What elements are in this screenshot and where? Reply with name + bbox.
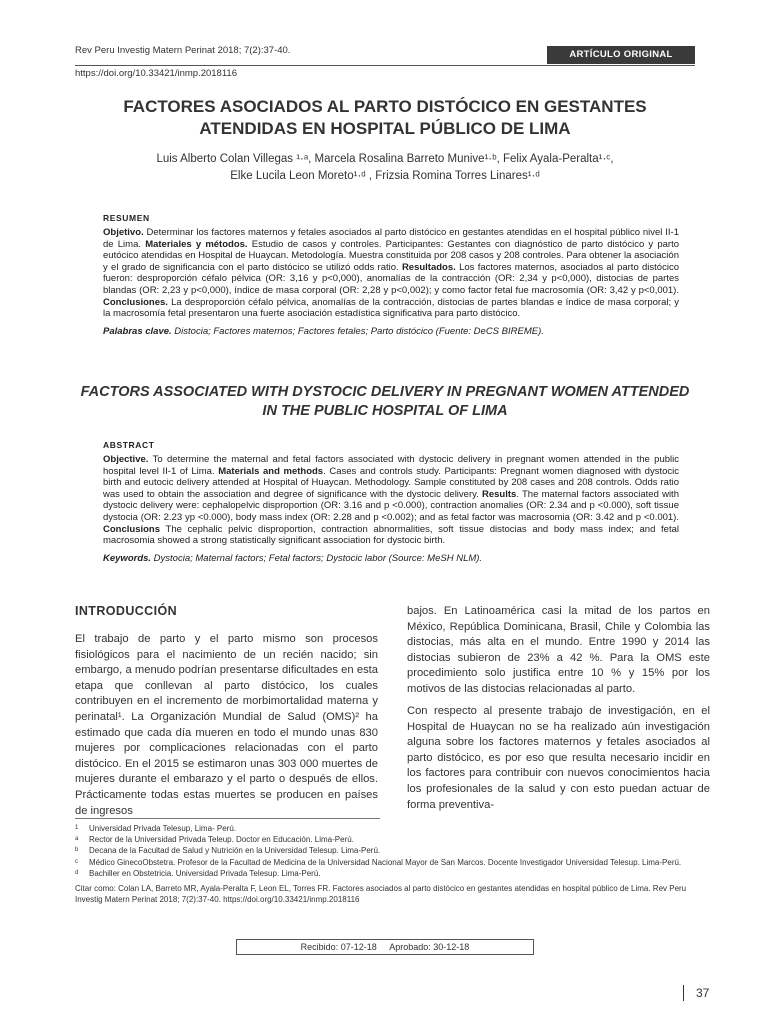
footnote: a Rector de la Universidad Privada Teleup. Doctor en Educación. Lima-Perú. [75, 835, 354, 845]
abstract-text [103, 454, 679, 547]
abstract-results: . The maternal factors associated with dystocic delivery were: cephalopelvic disproportion (OR: 3.16 and p <0.000), contraction anomalies (OR: 2.34 and p <0.000), soft tissue dystocia (OR: 2.23 yp <0.000), body mass index (OR: 2.28 and p <0.002); and as fetal factor was macrosomia (OR: 3.42 and p <0.001). [103, 488, 679, 523]
footnote: b Decana de la Facultad de Salud y Nutrición en la Universidad Telesup. Lima-Perú. [75, 846, 381, 856]
introduction-heading: INTRODUCCIÓN [75, 604, 178, 618]
footnote: d Bachiller en Obstetricia. Universidad Privada Telesup. Lima-Perú. [75, 868, 321, 878]
footnote: 1 Universidad Privada Telesup, Lima- Perú. [75, 824, 237, 833]
resumen-metodos-heading: Materiales y métodos. [145, 238, 248, 250]
footnotes [75, 823, 695, 905]
approved-date: Aprobado: 30-12-18 [389, 942, 470, 952]
page-number: 37 [696, 986, 710, 1000]
resumen-keywords-text: Distocia; Factores maternos; Factores fetales; Parto distócico (Fuente: DeCS BIREME). [171, 325, 544, 337]
abstract-conclusion-heading: Conclusions [103, 523, 161, 535]
abstract-label: ABSTRACT [103, 440, 155, 450]
abstract-keywords-text: Dystocia; Maternal factors; Fetal factors; Dystocic labor (Source: MeSH NLM). [151, 552, 483, 564]
resumen-objetivo-heading: Objetivo. [103, 227, 144, 238]
footnote: c Médico GinecoObstetra. Profesor de la Facultad de Medicina de la Universidad Nacional Mayor de San Marcos. Docente Investigador Universidad Telesup. Lima-Perú. [75, 857, 682, 867]
abstract-section [103, 440, 679, 564]
abstract-objective-heading: Objective. [103, 454, 149, 465]
authors-line-1: Luis Alberto Colan Villegas ¹·ᵃ, Marcela Rosalina Barreto Munive¹·ᵇ, Felix Ayala-Peralta¹·ᶜ, [156, 153, 614, 165]
header-rule [75, 65, 695, 66]
resumen-resultados: Los factores maternos, asociados al parto distócico fueron: desproporción céfalo pélvica (OR: 3,16 y p<0,000), anomalías de la contracción (OR: 2,34 y p<0,000), distocias de partes blandas (OR: 2,23 y p<0,000), índice de masa corporal (OR: 2,28 y p<0,002); y como factor fetal fue macrosomía (OR: 3,42 y p<0,001). [103, 261, 679, 296]
article-type-badge: ARTÍCULO ORIGINAL [547, 46, 695, 64]
received-approved-box [236, 939, 534, 955]
abstract-conclusion: The cephalic pelvic disproportion, contraction abnormalities, soft tissue distocias and body mass index; and fetal macrosomia showed a strong statistically significant association for dystocic birth. [103, 523, 679, 547]
footnote-rule [75, 818, 380, 819]
resumen-text [103, 227, 679, 320]
authors-line-2: Elke Lucila Leon Moreto¹·ᵈ , Frizsia Romina Torres Linares¹·ᵈ [230, 170, 540, 182]
resumen-section [103, 213, 679, 337]
resumen-conclusiones-heading: Conclusiones. [103, 296, 168, 308]
resumen-conclusiones: La desproporción céfalo pélvica, anomalías de la contracción, distocias de partes blandas e índice de masa corporal; y la macrosomía fetal presentaron una fuerte asociación estadística significativa para parto distócico. [103, 296, 679, 320]
doi-link[interactable]: https://doi.org/10.33421/inmp.2018116 [75, 68, 237, 79]
abstract-objective: To determine the maternal and fetal factors associated with dystocic delivery in pregnant women attended in the public hospital level II-1 of Lima. [103, 454, 679, 477]
resumen-keywords [103, 326, 679, 337]
citation: Citar como: Colan LA, Barreto MR, Ayala-Peralta F, Leon EL, Torres FR. Factores asociados al parto distócico en gestantes atendidas en hospital público de Lima. Rev Peru Investig Matern Perinat 2018; 7(2):37-40. https://doi.org/10.33421/inmp.2018116 [75, 884, 687, 905]
intro-column-1: El trabajo de parto y el parto mismo son procesos fisiológicos para el nacimiento de un recién nacido; sin embargo, a menudo podrían presentarse dificultades en esta etapa que conllevan al parto distócico, los cuales contribuyen en el incremento de morbimortalidad materna y perinatal¹. La Organización Mundial de Salud (OMS)² ha estimado que cada día mueren en todo el mundo unas 830 mujeres por complicaciones relacionadas con el parto distócico. En el 2015 se estimaron unas 303 000 muertes de mujeres durante el embarazo y el parto o después de ellos. Prácticamente todas estas muertes se producen en países de ingresos [75, 633, 378, 817]
resumen-objetivo: Determinar los factores maternos y fetales asociados al parto distócico en gestantes atendidas en el hospital público nivel II-1 de Lima. [103, 227, 679, 250]
resumen-metodos: Estudio de casos y controles. Participantes: Gestantes con diagnóstico de parto distócico y parto eutócico atendidas en Hospital de Huaycan. Metodología. Muestra constituida por 208 casos y 208 controles. Para obtener la asociación y el grado de significancia con el parto distócico se utilizó odds ratio. [103, 238, 680, 273]
abstract-keywords-heading: Keywords. [103, 552, 152, 564]
article-title: FACTORES ASOCIADOS AL PARTO DISTÓCICO EN GESTANTES ATENDIDAS EN HOSPITAL PÚBLICO DE LIMA [123, 97, 647, 138]
abstract-methods-heading: Materials and methods [218, 465, 324, 477]
intro-column-2a: bajos. En Latinoamérica casi la mitad de los partos en México, República Dominicana, Brasil, Chile y Colombia las distocias, más alta en el mundo. Entre 1990 y 2014 las distocias subieron de 23% a 42 %. Para la OMS este procedimiento solo justifica entre 10 % y 15% por los motivos de las distocias relacionadas al parto. [407, 605, 710, 695]
resumen-resultados-heading: Resultados. [401, 261, 456, 273]
abstract-methods: . Cases and controls study. Participants: Pregnant women diagnosed with dystocic birth and eutocic delivery attended at Hospital of Huaycan. Methodology. Sample constituted by 208 cases and 208 controls. Odds ratio was used to obtain the association and degree of significance with the dystocic delivery. [103, 465, 679, 500]
english-title: FACTORS ASSOCIATED WITH DYSTOCIC DELIVERY IN PREGNANT WOMEN ATTENDED IN THE PUBLIC HOSPITAL OF LIMA [80, 384, 690, 419]
journal-citation: Rev Peru Investig Matern Perinat 2018; 7(2):37-40. [75, 45, 291, 56]
abstract-results-heading: Results [482, 488, 517, 500]
page-number-bar [683, 985, 684, 1001]
resumen-keywords-heading: Palabras clave. [103, 325, 172, 337]
authors [75, 151, 695, 185]
resumen-label: RESUMEN [103, 213, 150, 223]
intro-column-2b: Con respecto al presente trabajo de investigación, en el Hospital de Huaycan no se ha realizado aún investigación alguna sobre los factores maternos y fetales asociados al parto distócico, es por eso que resulta necesario incidir en los factores para contribuir con nuevos conocimientos hacia los profesionales de la salud y con esto puedan actuar de forma preventiva- [407, 705, 710, 811]
received-date: Recibido: 07-12-18 [300, 942, 377, 952]
abstract-keywords [103, 553, 679, 564]
